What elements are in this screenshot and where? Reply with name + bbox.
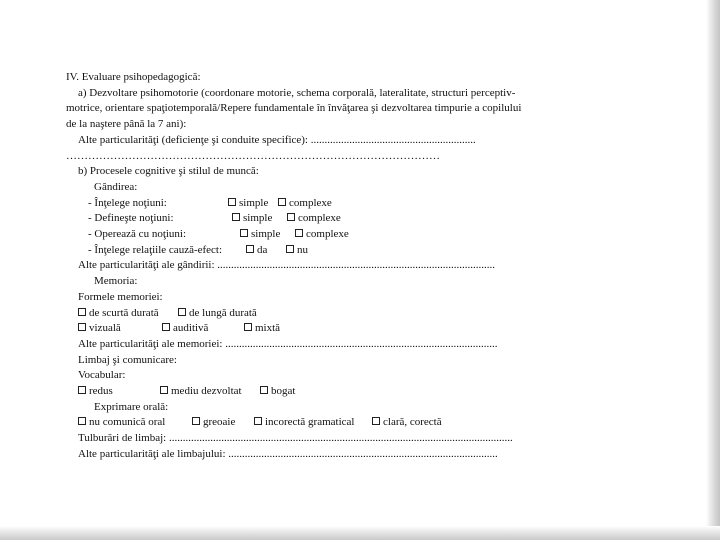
oral-expression-label: Exprimare orală: — [94, 400, 169, 413]
row-label: - Defineşte noţiuni: — [88, 212, 174, 225]
option-complex[interactable]: complexe — [287, 211, 341, 227]
memory-duration-row — [66, 306, 536, 322]
row-label: - Înţelege relaţiile cauză-efect: — [88, 243, 223, 256]
checkbox-icon[interactable] — [78, 323, 86, 331]
language-disorders[interactable]: Tulburări de limbaj: ............................................................................................................................. — [78, 432, 513, 445]
checkbox-icon[interactable] — [295, 229, 303, 237]
psychomotor-line-3: de la naştere până la 7 ani): — [66, 118, 187, 131]
slide-shadow-right — [706, 0, 720, 540]
section-title: IV. Evaluare psihopedagogică: — [66, 71, 201, 83]
checkbox-icon[interactable] — [254, 417, 262, 425]
checkbox-icon[interactable] — [78, 308, 86, 316]
language-particularities[interactable]: Alte particularităţi ale limbajului: .................................................................................................. — [78, 447, 498, 460]
option-medium[interactable]: mediu dezvoltat — [160, 384, 260, 400]
checkbox-icon[interactable] — [192, 417, 200, 425]
option-difficult[interactable]: greoaie — [192, 415, 254, 431]
checkbox-icon[interactable] — [178, 308, 186, 316]
option-no-oral[interactable]: nu comunică oral — [78, 415, 192, 431]
vocabulary-row — [66, 384, 536, 400]
option-simple[interactable]: simple — [228, 196, 278, 212]
cognitive-title: b) Procesele cognitive şi stilul de muncă: — [78, 165, 259, 178]
option-long-term[interactable]: de lungă durată — [178, 306, 257, 322]
form-content — [66, 70, 536, 463]
option-simple[interactable]: simple — [240, 227, 295, 243]
checkbox-icon[interactable] — [286, 245, 294, 253]
option-yes[interactable]: da — [246, 243, 286, 259]
checkbox-icon[interactable] — [287, 213, 295, 221]
memory-heading: Memoria: — [94, 275, 138, 288]
thinking-particularities[interactable]: Alte particularităţi ale gândirii: ..................................................................................................... — [78, 259, 496, 272]
memory-particularities[interactable]: Alte particularităţi ale memoriei: ................................................................................................... — [78, 337, 498, 350]
language-title: Limbaj şi comunicare: — [78, 353, 177, 366]
checkbox-icon[interactable] — [162, 323, 170, 331]
option-simple[interactable]: simple — [232, 211, 287, 227]
checkbox-icon[interactable] — [160, 386, 168, 394]
option-complex[interactable]: complexe — [295, 227, 349, 243]
psychomotor-line-1: a) Dezvoltare psihomotorie (coordonare motorie, schema corporală, lateralitate, structuri perceptiv- — [78, 86, 516, 99]
psychomotor-particularities[interactable]: Alte particularităţi (deficienţe şi conduite specifice): ............................................................ — [78, 133, 476, 146]
checkbox-icon[interactable] — [232, 213, 240, 221]
psychomotor-line-2: motrice, orientare spaţiotemporală/Repere fundamentale în învăţarea şi dezvoltarea timpurie a copilului — [66, 102, 522, 115]
option-reduced[interactable]: redus — [78, 384, 160, 400]
checkbox-icon[interactable] — [244, 323, 252, 331]
option-visual[interactable]: vizuală — [78, 321, 162, 337]
option-rich[interactable]: bogat — [260, 384, 295, 400]
row-label: - Înţelege noţiuni: — [88, 196, 167, 209]
checkbox-icon[interactable] — [78, 417, 86, 425]
option-short-term[interactable]: de scurtă durată — [78, 306, 178, 322]
row-label: - Operează cu noţiuni: — [88, 228, 187, 241]
slide-shadow-bottom — [0, 526, 720, 540]
memory-type-row — [66, 321, 536, 337]
thinking-row-2 — [66, 211, 536, 227]
option-mixed[interactable]: mixtă — [244, 321, 280, 337]
option-no[interactable]: nu — [286, 243, 308, 259]
memory-forms-label: Formele memoriei: — [78, 290, 163, 303]
thinking-row-4 — [66, 243, 536, 259]
checkbox-icon[interactable] — [78, 386, 86, 394]
thinking-row-3 — [66, 227, 536, 243]
checkbox-icon[interactable] — [228, 198, 236, 206]
option-auditory[interactable]: auditivă — [162, 321, 244, 337]
option-incorrect[interactable]: incorectă gramatical — [254, 415, 372, 431]
checkbox-icon[interactable] — [240, 229, 248, 237]
thinking-heading: Gândirea: — [94, 180, 138, 193]
checkbox-icon[interactable] — [260, 386, 268, 394]
checkbox-icon[interactable] — [246, 245, 254, 253]
option-complex[interactable]: complexe — [278, 196, 332, 212]
oral-expression-row — [66, 415, 536, 431]
vocabulary-label: Vocabular: — [78, 369, 126, 382]
thinking-row-1 — [66, 196, 536, 212]
checkbox-icon[interactable] — [372, 417, 380, 425]
dotted-fill-line[interactable]: ………………………………………………………………………………………… — [66, 149, 440, 162]
option-clear[interactable]: clară, corectă — [372, 415, 442, 431]
checkbox-icon[interactable] — [278, 198, 286, 206]
